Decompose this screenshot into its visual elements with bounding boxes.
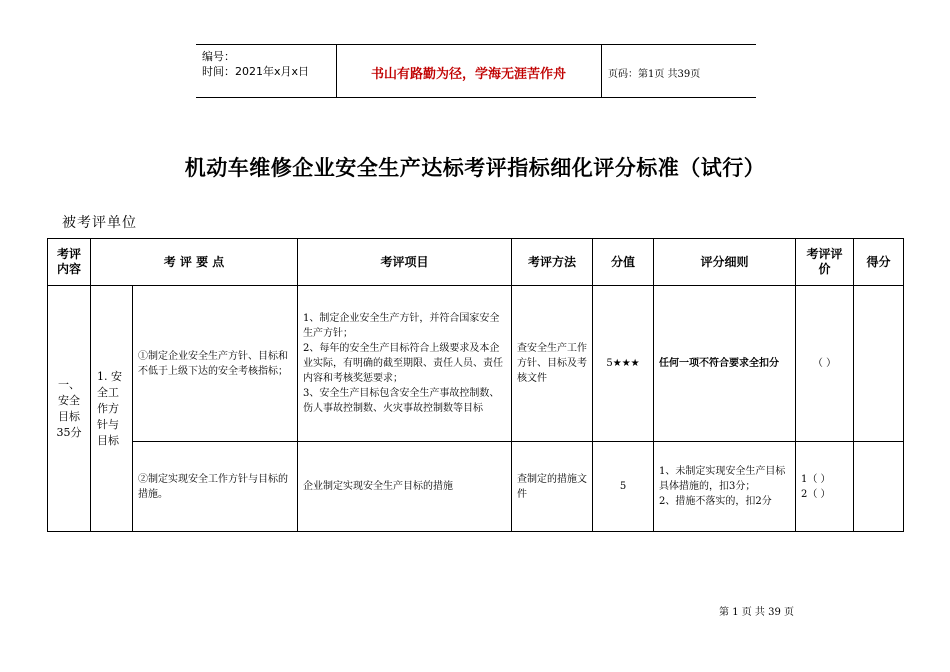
header-evaluation: 考评评价	[796, 239, 854, 286]
category-cell: 一、安全目标35分	[48, 286, 91, 532]
detail-line: 1、未制定实现安全生产目标具体措施的，扣3分；	[659, 466, 786, 492]
header-detail: 评分细则	[654, 239, 796, 286]
header-result: 得分	[854, 239, 904, 286]
result-cell	[854, 286, 904, 442]
document-title: 机动车维修企业安全生产达标考评指标细化评分标准（试行）	[184, 156, 766, 180]
result-cell	[854, 442, 904, 532]
table-row	[48, 442, 904, 532]
page-footer: 第 1 页 共 39 页	[719, 607, 794, 618]
subcategory-cell: 1. 安全工作方针与目标	[91, 286, 133, 532]
header-points: 考 评 要 点	[91, 239, 298, 286]
detail-line: 2、措施不落实的，扣2分	[659, 496, 772, 507]
item-line: 2、每年的安全生产目标符合上级要求及本企业实际，有明确的截至期限、责任人员、责任内容和考核奖惩要求；	[303, 343, 504, 384]
evaluation-cell: （ ）	[796, 286, 854, 442]
table-row	[48, 286, 904, 442]
header-item: 考评项目	[298, 239, 512, 286]
time-label: 时间：2021年x月x日	[202, 65, 310, 78]
item-line: 1、制定企业安全生产方针，并符合国家安全生产方针；	[303, 313, 500, 339]
score-cell: 5	[593, 442, 654, 532]
score-cell: 5★★★	[593, 286, 654, 442]
evaluated-unit-label: 被考评单位	[62, 215, 137, 231]
table-header-row	[48, 239, 904, 286]
header-content: 考评内容	[48, 239, 91, 286]
scoring-table	[47, 238, 904, 532]
point-cell: ①制定企业安全生产方针、目标和不低于上级下达的安全考核指标；	[133, 286, 298, 442]
detail-cell	[654, 442, 796, 532]
document-header	[196, 44, 756, 98]
evaluation-cell	[796, 442, 854, 532]
number-label: 编号：	[202, 50, 235, 63]
header-motto: 书山有路勤为径，学海无涯苦作舟	[370, 67, 566, 82]
point-cell: ②制定实现安全工作方针与目标的措施。	[133, 442, 298, 532]
header-page-info: 页码：第1页 共39页	[608, 69, 701, 80]
method-cell: 查安全生产工作方针、目标及考核文件	[512, 286, 593, 442]
item-cell: 企业制定实现安全生产目标的措施	[298, 442, 512, 532]
header-meta	[202, 49, 309, 79]
evaluation-line: 1（ ）	[801, 473, 831, 485]
detail-cell: 任何一项不符合要求全扣分	[654, 286, 796, 442]
item-line: 3、安全生产目标包含安全生产事故控制数、伤人事故控制数、火灾事故控制数等目标	[303, 388, 500, 414]
method-cell: 查制定的措施文件	[512, 442, 593, 532]
item-cell	[298, 286, 512, 442]
header-divider	[601, 45, 602, 97]
evaluation-line: 2（ ）	[801, 488, 831, 500]
header-score: 分值	[593, 239, 654, 286]
header-method: 考评方法	[512, 239, 593, 286]
